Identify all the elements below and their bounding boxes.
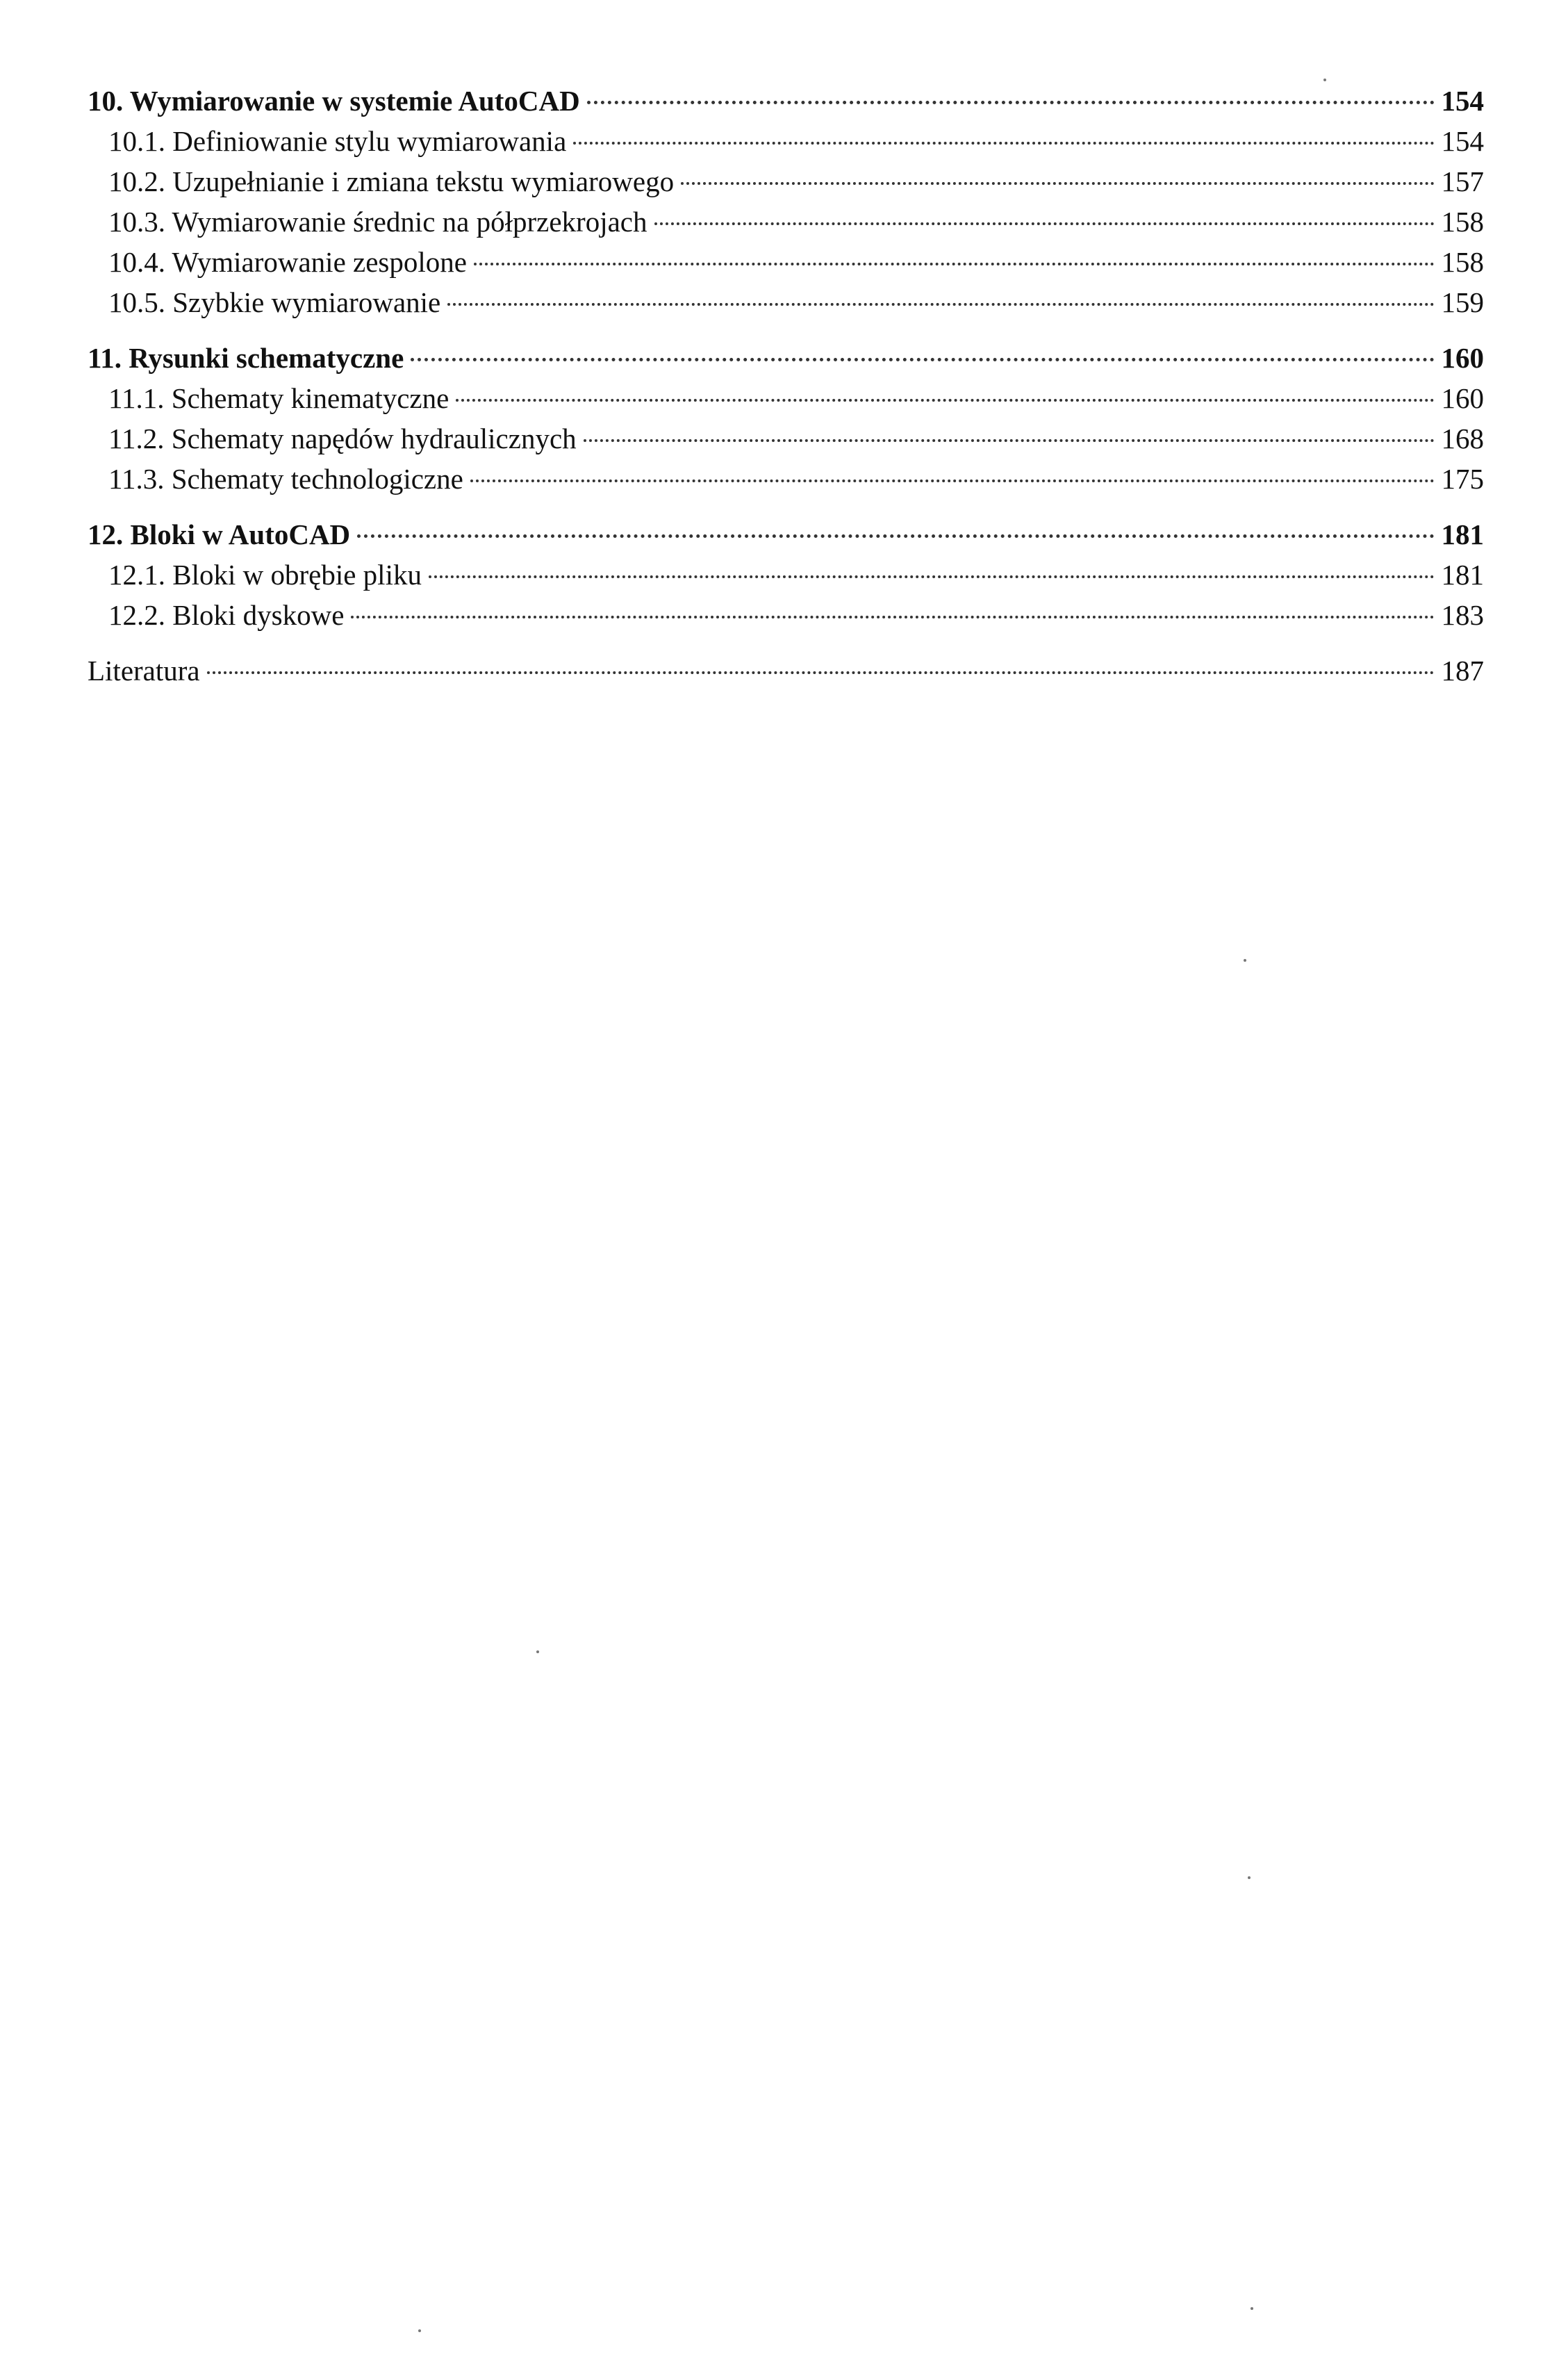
dot-leader xyxy=(654,222,1435,225)
dot-leader xyxy=(584,439,1435,442)
dot-leader xyxy=(470,479,1435,482)
toc-entry-page: 168 xyxy=(1441,423,1484,454)
toc-section-10-3 xyxy=(88,202,1484,242)
toc-entry-page: 159 xyxy=(1441,286,1484,318)
toc-entry-page: 160 xyxy=(1441,342,1484,374)
toc-entry-title: 10.3. Wymiarowanie średnic na półprzekrojach xyxy=(108,206,647,238)
dot-leader xyxy=(429,575,1435,578)
dot-leader xyxy=(474,263,1435,265)
toc-entry-page: 154 xyxy=(1441,125,1484,157)
toc-entry-page: 158 xyxy=(1441,246,1484,278)
toc-entry-title: 12. Bloki w AutoCAD xyxy=(88,518,351,550)
dot-leader xyxy=(411,358,1434,361)
toc-entry-title: 11.1. Schematy kinematyczne xyxy=(108,382,449,414)
toc-entry-page: 175 xyxy=(1441,463,1484,495)
toc-section-10-2 xyxy=(88,161,1484,202)
toc-section-10-5 xyxy=(88,282,1484,322)
scan-speck xyxy=(1244,959,1246,962)
toc-entry-title: 12.2. Bloki dyskowe xyxy=(108,599,345,631)
toc-chapter-11 xyxy=(88,338,1484,378)
toc-literatura xyxy=(88,650,1484,691)
dot-leader xyxy=(207,671,1435,674)
toc-section-11-2 xyxy=(88,418,1484,459)
scan-speck xyxy=(1248,1876,1251,1879)
dot-leader xyxy=(573,142,1434,145)
toc-section-12-1 xyxy=(88,555,1484,595)
toc-entry-page: 187 xyxy=(1441,655,1484,687)
toc-entry-title: 10.4. Wymiarowanie zespolone xyxy=(108,246,467,278)
toc-entry-title: 10.2. Uzupełnianie i zmiana tekstu wymiarowego xyxy=(108,165,675,197)
toc-entry-title: 10.1. Definiowanie stylu wymiarowania xyxy=(108,125,567,157)
toc-section-12-2 xyxy=(88,595,1484,635)
toc-entry-page: 183 xyxy=(1441,599,1484,631)
toc-section-10-1 xyxy=(88,121,1484,161)
toc-entry-title: 10.5. Szybkie wymiarowanie xyxy=(108,286,441,318)
toc-chapter-12 xyxy=(88,514,1484,555)
dot-leader xyxy=(456,399,1434,402)
toc-section-10-4 xyxy=(88,242,1484,282)
scan-speck xyxy=(418,2329,421,2332)
toc-entry-page: 181 xyxy=(1441,518,1484,550)
toc-section-11-3 xyxy=(88,459,1484,499)
scan-speck xyxy=(536,1650,539,1653)
toc-entry-title: 11. Rysunki schematyczne xyxy=(88,342,404,374)
dot-leader xyxy=(351,616,1434,618)
table-of-contents xyxy=(88,81,1484,691)
toc-section-11-1 xyxy=(88,378,1484,418)
toc-entry-title: 11.3. Schematy technologiczne xyxy=(108,463,463,495)
scan-speck xyxy=(1251,2307,1253,2310)
toc-entry-title: Literatura xyxy=(88,655,200,687)
toc-entry-page: 157 xyxy=(1441,165,1484,197)
toc-entry-page: 158 xyxy=(1441,206,1484,238)
toc-entry-page: 154 xyxy=(1441,85,1484,117)
toc-entry-title: 12.1. Bloki w obrębie pliku xyxy=(108,559,422,591)
dot-leader xyxy=(357,534,1434,538)
toc-entry-page: 181 xyxy=(1441,559,1484,591)
scan-speck xyxy=(1323,79,1326,81)
dot-leader xyxy=(587,101,1435,104)
dot-leader xyxy=(447,303,1434,306)
toc-entry-title: 10. Wymiarowanie w systemie AutoCAD xyxy=(88,85,580,117)
toc-chapter-10 xyxy=(88,81,1484,121)
toc-entry-title: 11.2. Schematy napędów hydraulicznych xyxy=(108,423,577,454)
dot-leader xyxy=(681,182,1434,185)
toc-entry-page: 160 xyxy=(1441,382,1484,414)
